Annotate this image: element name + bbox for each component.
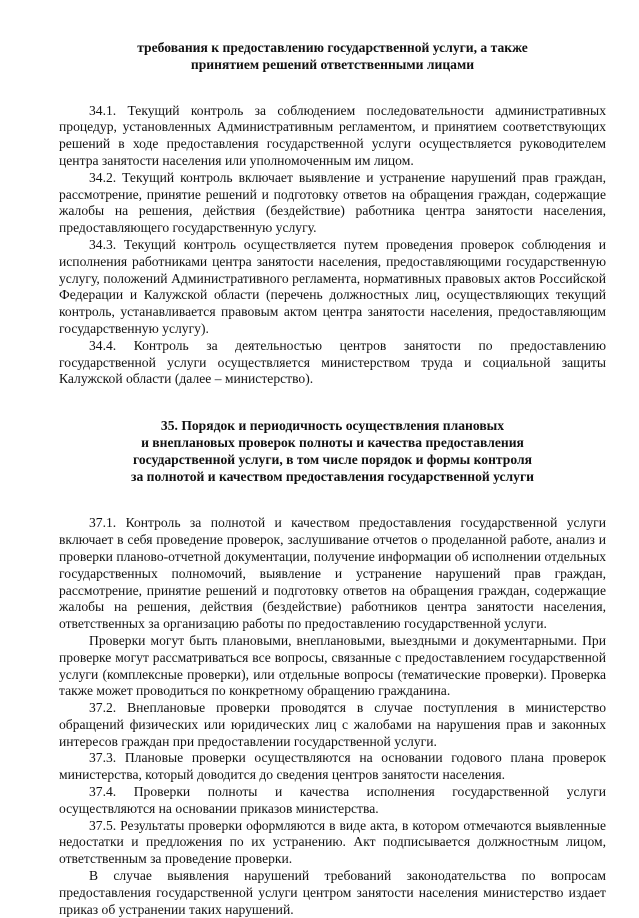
paragraph-34-2: 34.2. Текущий контроль включает выявление и устранение нарушений прав граждан, рассмотрение, принятие решений и подготовку ответов на обращения граждан, содержащие жалобы на решения, действия (бездействие) работника центра занятости населения, предоставляющего государственную услугу.: [59, 169, 606, 236]
paragraph-violations: В случае выявления нарушений требований законодательства по вопросам предоставления государственной услуги центром занятости населения министерство издает приказ об устранении таких нарушений.: [59, 868, 606, 917]
heading-line: и внеплановых проверок полноты и качества предоставления: [141, 434, 524, 450]
heading-line: требования к предоставлению государственной услуги, а также: [137, 40, 528, 55]
paragraph-37-3: 37.3. Плановые проверки осуществляются на основании годового плана проверок министерства, который доводится до сведения центров занятости населения.: [59, 750, 606, 783]
paragraph-37-2: 37.2. Внеплановые проверки проводятся в случае поступления в министерство обращений физических или юридических лиц с жалобами на нарушения прав и законных интересов граждан при предоставлении государственной услуги.: [59, 700, 606, 749]
paragraph-34-3: 34.3. Текущий контроль осуществляется путем проведения проверок соблюдения и исполнения работниками центра занятости населения, предоставляющими государственную услугу, положений Административного регламента, нормативных правовых актов Российской Федерации и Калужской области (перечень должностных лиц, осуществляющих текущий контроль, устанавливается правовым актом центра занятости населения, предоставляющим государственную услугу).: [59, 236, 606, 336]
paragraph-34-1: 34.1. Текущий контроль за соблюдением последовательности административных процедур, установленных Административным регламентом, и принятием соответствующих решений в ходе предоставления государственной услуги осуществляется руководителем центра занятости населения или уполномоченным им лицом.: [59, 102, 606, 168]
section-35-heading: [59, 418, 606, 485]
paragraph-checks-types: Проверки могут быть плановыми, внеплановыми, выездными и документарными. При проверке могут рассматриваться все вопросы, связанные с предоставлением государственной услуги (комплексные проверки), или отдельные вопросы (тематические проверки). Проверка также может проводиться по конкретному обращению гражданина.: [59, 632, 606, 699]
heading-line: за полнотой и качеством предоставления государственной услуги: [131, 468, 534, 484]
paragraph-37-4: 37.4. Проверки полноты и качества исполнения государственной услуги осуществляются на основании приказов министерства.: [59, 784, 606, 816]
paragraph-37-1: 37.1. Контроль за полнотой и качеством предоставления государственной услуги включает в себя проведение проверок, заслушивание отчетов о проделанной работе, анализ и проверки планово-отчетной документации, получение информации об исполнении отдельных государственных полномочий, выявление и устранение нарушений прав граждан, рассмотрение, принятие решений и подготовку ответов на обращения граждан, содержащие жалобы на решения, действия (бездействие) работников центра занятости населения, ответственных за организацию работы по предоставлению государственной услуги.: [59, 515, 606, 632]
paragraph-37-5: 37.5. Результаты проверки оформляются в виде акта, в котором отмечаются выявленные недостатки и предложения по их устранению. Акт подписывается должностным лицом, ответственным за проведение проверки.: [59, 817, 606, 867]
heading-line: государственной услуги, в том числе порядок и формы контроля: [133, 451, 532, 467]
section-37-body: [59, 515, 606, 918]
heading-line: 35. Порядок и периодичность осуществления плановых: [160, 418, 505, 434]
section-heading-top: [59, 40, 606, 74]
paragraph-34-4: 34.4. Контроль за деятельностью центров занятости по предоставлению государственной услуги осуществляется министерством труда и социальной защиты Калужской области (далее – министерство).: [59, 337, 606, 387]
heading-line: принятием решений ответственными лицами: [190, 56, 475, 72]
section-34-body: [59, 103, 606, 389]
